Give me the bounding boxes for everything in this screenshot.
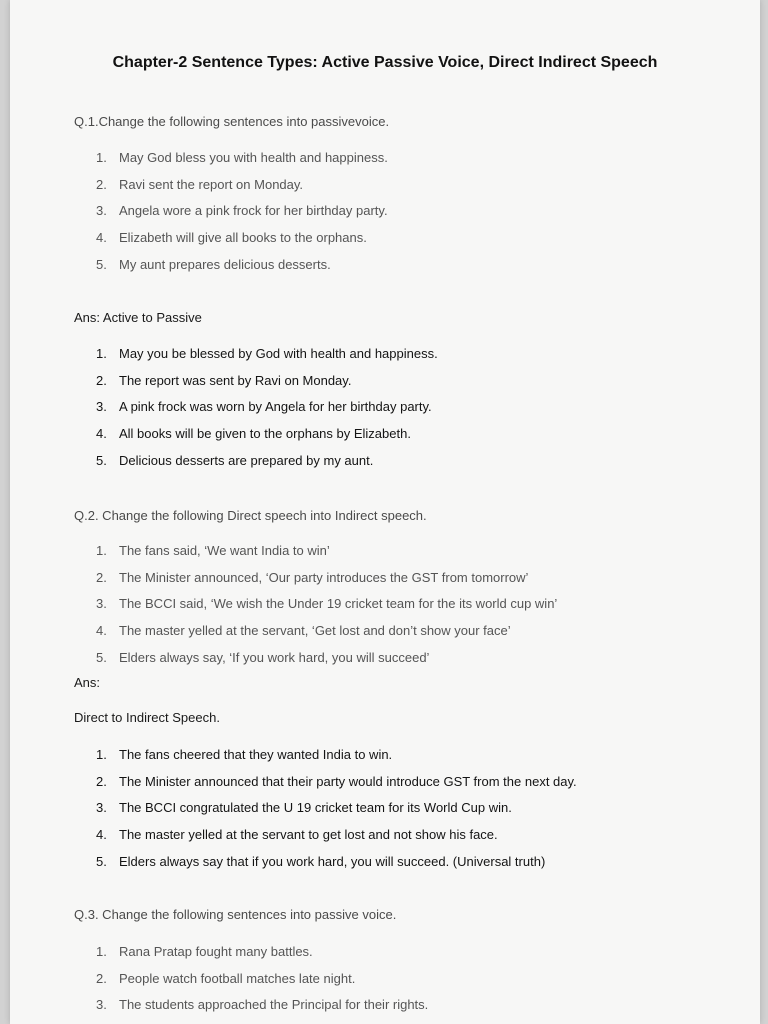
item-number: 1. [96,543,107,558]
item-number: 4. [96,426,107,442]
question-3-heading: Q.3. Change the following sentences into passive voice. [74,907,397,922]
item-text: Elders always say that if you work hard, you will succeed. (Universal truth) [119,853,546,869]
item-number: 4. [96,230,107,246]
item-number: 5. [96,649,107,665]
item-number: 3. [96,800,107,816]
item-number: 5. [96,853,107,869]
item-number: 2. [96,372,107,388]
item-text: The report was sent by Ravi on Monday. [119,372,352,388]
item-number: 4. [96,827,107,843]
item-text: May God bless you with health and happiness. [119,150,388,165]
item-text: Ravi sent the report on Monday. [119,176,304,192]
answer-1-heading: Ans: Active to Passive [74,310,202,325]
item-number: 2. [96,773,107,789]
item-number: 1. [96,346,107,361]
item-number: 4. [96,623,107,639]
item-text: All books will be given to the orphans by Elizabeth. [119,426,411,442]
item-text: The fans said, ‘We want India to win’ [119,543,330,558]
item-text: Elders always say, ‘If you work hard, you will succeed’ [119,649,430,665]
item-text: Elizabeth will give all books to the orphans. [119,230,367,246]
item-number: 5. [96,256,107,272]
item-number: 2. [96,176,107,192]
question-2-heading: Q.2. Change the following Direct speech into Indirect speech. [74,508,427,523]
item-text: The fans cheered that they wanted India to win. [119,747,393,762]
item-text: The students approached the Principal for their rights. [119,997,429,1013]
item-number: 1. [96,944,107,959]
item-number: 3. [96,997,107,1013]
item-number: 1. [96,150,107,165]
item-text: The Minister announced that their party would introduce GST from the next day. [119,773,577,789]
item-text: My aunt prepares delicious desserts. [119,256,331,272]
answer-2-heading: Direct to Indirect Speech. [74,710,220,725]
item-text: The master yelled at the servant to get lost and not show his face. [119,827,498,843]
item-text: Delicious desserts are prepared by my aunt. [119,452,374,468]
item-text: The BCCI congratulated the U 19 cricket team for its World Cup win. [119,800,512,816]
page-title: Chapter-2 Sentence Types: Active Passive Voice, Direct Indirect Speech [112,54,658,71]
item-number: 3. [96,399,107,415]
item-number: 1. [96,747,107,762]
document-page [10,0,760,1024]
item-text: Rana Pratap fought many battles. [119,944,313,959]
item-text: The Minister announced, ‘Our party introduces the GST from tomorrow’ [119,569,529,585]
item-text: The BCCI said, ‘We wish the Under 19 cricket team for the its world cup win’ [119,596,558,612]
item-text: Angela wore a pink frock for her birthday party. [119,203,388,219]
item-number: 2. [96,569,107,585]
item-text: May you be blessed by God with health and happiness. [119,346,438,361]
item-number: 3. [96,203,107,219]
item-text: The master yelled at the servant, ‘Get lost and don’t show your face’ [119,623,511,639]
item-number: 3. [96,596,107,612]
item-number: 5. [96,452,107,468]
item-text: A pink frock was worn by Angela for her birthday party. [119,399,432,415]
item-number: 2. [96,970,107,986]
item-text: People watch football matches late night. [119,970,356,986]
question-1-heading: Q.1.Change the following sentences into passivevoice. [74,114,390,129]
answer-2-label: Ans: [74,675,101,690]
